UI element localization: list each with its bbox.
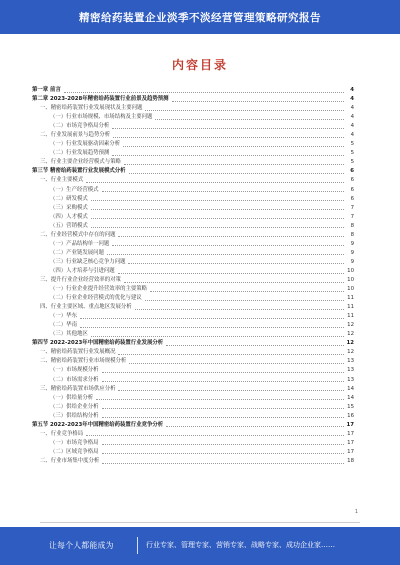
toc-page-number: 9	[350, 240, 354, 247]
toc-dot-leader	[91, 227, 344, 228]
toc-page-number: 9	[350, 249, 354, 256]
toc-dot-leader	[118, 236, 344, 237]
toc-entry[interactable]	[32, 267, 354, 276]
toc-entry[interactable]	[32, 167, 354, 176]
toc-dot-leader	[86, 182, 344, 183]
toc-page-number: 12	[346, 340, 354, 347]
toc-entry[interactable]	[32, 149, 354, 158]
toc-dot-leader	[113, 137, 344, 138]
toc-entry-text: （五）营销模式	[50, 222, 88, 229]
toc-entry[interactable]	[32, 104, 354, 113]
toc-dot-leader	[124, 164, 344, 165]
toc-entry-text: 二、行业经营模式中存在的问题	[40, 231, 116, 238]
footer-bar	[0, 527, 400, 565]
toc-entry-text: 三、精密给药装置市场供应分析	[40, 385, 116, 392]
toc-entry[interactable]	[32, 339, 354, 348]
toc-page-number: 13	[347, 376, 354, 383]
toc-entry[interactable]	[32, 357, 354, 366]
toc-entry[interactable]	[32, 176, 354, 185]
toc-dot-leader	[102, 408, 344, 409]
toc-dot-leader	[102, 463, 344, 464]
toc-entry[interactable]	[32, 186, 354, 195]
toc-entry-text: （一）华东	[50, 313, 77, 320]
toc-entry[interactable]	[32, 276, 354, 285]
toc-entry[interactable]	[32, 122, 354, 131]
toc-entry-text: 二、行业发展前景与趋势分析	[40, 132, 111, 139]
page-number: 1	[354, 509, 358, 515]
toc-entry-text: 二、行业市场集中度分析	[40, 457, 100, 464]
toc-dot-leader	[96, 399, 344, 400]
toc-page-number: 17	[347, 448, 354, 455]
toc-entry[interactable]	[32, 348, 354, 357]
toc-entry-text: （一）市场竞争格局	[50, 439, 99, 446]
toc-dot-leader	[102, 372, 344, 373]
toc-page-number: 4	[350, 114, 354, 121]
toc-entry-text: （二）市场竞争格局分析	[50, 123, 110, 130]
toc-entry-text: 二、精密给药装置行业市场规模分析	[40, 358, 127, 365]
toc-entry[interactable]	[32, 394, 354, 403]
toc-entry[interactable]	[32, 285, 354, 294]
toc-entry-text: 一、精密给药装置行业发展概况	[40, 349, 116, 356]
toc-entry-text: （三）其他地区	[50, 331, 88, 338]
toc-entry-text: （一）产品结构单一问题	[50, 240, 110, 247]
toc-page-number: 6	[350, 186, 354, 193]
toc-entry[interactable]	[32, 204, 354, 213]
toc-entry-text: （二）供给企业分析	[50, 403, 99, 410]
toc-page-number: 5	[350, 159, 354, 166]
toc-page-number: 18	[347, 457, 354, 464]
toc-entry[interactable]	[32, 249, 354, 258]
toc-entry-text: （四）人才模式	[50, 213, 88, 220]
toc-page-number: 4	[350, 105, 354, 112]
toc-dot-leader	[172, 101, 344, 102]
toc-entry-text: （二）行业企业经营模式的优化与建议	[50, 295, 142, 302]
toc-dot-leader	[135, 309, 344, 310]
toc-entry-text: （三）供给结构分析	[50, 412, 99, 419]
toc-entry[interactable]	[32, 457, 354, 466]
toc-dot-leader	[129, 363, 344, 364]
toc-entry-text: （一）生产经营模式	[50, 186, 99, 193]
toc-dot-leader	[112, 155, 344, 156]
toc-page-number: 6	[350, 168, 354, 175]
toc-page-number: 10	[347, 286, 354, 293]
header-bar	[0, 0, 400, 34]
toc-entry-text: 第二章 2023-2028年精密给药装置行业前景及趋势预测	[32, 96, 169, 103]
toc-dot-leader	[145, 110, 344, 111]
toc-entry-text: （一）供给量分析	[50, 394, 94, 401]
toc-dot-leader	[166, 345, 344, 346]
toc-dot-leader	[145, 300, 344, 301]
toc-page-number: 16	[347, 412, 354, 419]
toc-page-number: 5	[350, 141, 354, 148]
toc-dot-leader	[64, 92, 344, 93]
toc-entry-text: （三）行业缺乏核心竞争力问题	[50, 258, 126, 265]
toc-entry[interactable]	[32, 158, 354, 167]
toc-page-number: 10	[347, 267, 354, 274]
toc-entry-text: （二）区域竞争格局	[50, 448, 99, 455]
toc-dot-leader	[128, 263, 344, 264]
toc-page-number: 7	[350, 204, 354, 211]
toc-dot-leader	[118, 354, 344, 355]
toc-dot-leader	[91, 200, 344, 201]
toc-entry[interactable]	[32, 240, 354, 249]
toc-entry-text: 一、行业主要模式	[40, 177, 84, 184]
toc-entry-text: （二）产业链发展问题	[50, 249, 104, 256]
toc-dot-leader	[102, 444, 344, 445]
toc-page-number: 12	[347, 322, 354, 329]
toc-entry-text: （二）研发模式	[50, 195, 88, 202]
toc-entry[interactable]	[32, 421, 354, 430]
toc-entry[interactable]	[32, 430, 354, 439]
toc-page-number: 11	[347, 304, 354, 311]
toc-entry-text: 一、精密给药装置行业发展现状及主要问题	[40, 105, 143, 112]
toc-entry[interactable]	[32, 195, 354, 204]
toc-entry[interactable]	[32, 330, 354, 339]
toc-entry[interactable]	[32, 294, 354, 303]
toc-entry-text: （二）华南	[50, 322, 77, 329]
footer-tagline: 行业专家、管理专家、营销专家、战略专家、成功企业家……	[146, 541, 335, 549]
toc-page-number: 4	[350, 87, 354, 93]
toc-entry-text: （二）行业发展趋势预测	[50, 150, 110, 157]
report-title: 精密给药装置企业淡季不淡经营管理策略研究报告	[79, 12, 321, 24]
toc-entry-text: （三）采购模式	[50, 204, 88, 211]
toc-page-number: 8	[350, 231, 354, 238]
toc-entry-text: （一）行业企业提升经营效率的主要策略	[50, 286, 148, 293]
toc-entry-text: （一）行业发展驱动因素分析	[50, 141, 121, 148]
toc-entry[interactable]	[32, 222, 354, 231]
toc-dot-leader	[129, 173, 344, 174]
toc-entry[interactable]	[32, 439, 354, 448]
toc-entry[interactable]	[32, 403, 354, 412]
toc-entry[interactable]	[32, 86, 354, 95]
toc-page-number: 6	[350, 195, 354, 202]
toc-entry-text: 第四节 2022-2023年中国精密给药装置行业发展分析	[32, 340, 164, 347]
toc-entry[interactable]	[32, 258, 354, 267]
footer-slogan: 让每个人都能成为	[49, 541, 114, 550]
toc-page-number: 12	[347, 331, 354, 338]
toc-dot-leader	[102, 191, 344, 192]
toc-page-number: 5	[350, 150, 354, 157]
footer-separator	[137, 537, 138, 554]
toc-page-number: 14	[347, 394, 354, 401]
toc-page-number: 7	[350, 213, 354, 220]
toc-entry[interactable]	[32, 95, 354, 104]
toc-entry[interactable]	[32, 312, 354, 321]
toc-entry[interactable]	[32, 366, 354, 375]
toc-page-number: 13	[347, 367, 354, 374]
toc-dot-leader	[80, 327, 344, 328]
toc-dot-leader	[107, 254, 344, 255]
toc-dot-leader	[102, 381, 344, 382]
toc-entry[interactable]	[32, 385, 354, 394]
toc-entry-text: （四）人才培养与引进问题	[50, 267, 115, 274]
toc-dot-leader	[80, 318, 344, 319]
toc-dot-leader	[150, 291, 344, 292]
toc-entry-text: 四、行业主要区域、重点地区发展分析	[40, 304, 132, 311]
toc-page-number: 10	[347, 276, 354, 283]
toc-entry-text: 第一章 前言	[32, 87, 61, 93]
toc-page-number: 6	[350, 177, 354, 184]
toc-dot-leader	[118, 273, 344, 274]
toc-page-number: 17	[347, 430, 354, 437]
toc-entry[interactable]	[32, 213, 354, 222]
toc-page-number: 4	[350, 96, 354, 103]
toc-page-number: 14	[347, 385, 354, 392]
toc-dot-leader	[91, 218, 344, 219]
toc-entry[interactable]	[32, 140, 354, 149]
toc-title: 内容目录	[171, 58, 228, 72]
toc-page-number: 12	[347, 349, 354, 356]
toc-dot-leader	[118, 390, 344, 391]
toc-entry-text: 三、提升行业企业经营效率的对策	[40, 276, 121, 283]
toc-page-number: 13	[347, 358, 354, 365]
toc-page-number: 17	[346, 421, 354, 428]
toc-dot-leader	[123, 146, 344, 147]
toc-entry[interactable]	[32, 412, 354, 421]
footer-divider	[40, 522, 360, 523]
toc-entry[interactable]	[32, 131, 354, 140]
toc-page-number: 15	[347, 403, 354, 410]
toc-page-number: 11	[347, 295, 354, 302]
toc-entry-text: 三、行业主要企业经营模式与策略	[40, 159, 121, 166]
toc-dot-leader	[91, 336, 344, 337]
toc-dot-leader	[112, 245, 344, 246]
toc-page-number: 17	[347, 439, 354, 446]
toc-entry-text: 第五节 2022-2023年中国精密给药装置行业竞争分析	[32, 421, 164, 428]
toc-entry[interactable]	[32, 376, 354, 385]
toc-dot-leader	[124, 282, 344, 283]
toc-dot-leader	[91, 209, 344, 210]
toc-entry-text: （一）行业市场规模、市场结构及主要问题	[50, 114, 153, 121]
toc-entry[interactable]	[32, 321, 354, 330]
toc-entry[interactable]	[32, 231, 354, 240]
toc-entry[interactable]	[32, 303, 354, 312]
toc-dot-leader	[112, 128, 344, 129]
toc-page-number: 9	[350, 258, 354, 265]
toc-page-number: 4	[350, 123, 354, 130]
toc-entry-text: 第三节 精密给药装置行业发展模式分析	[32, 168, 126, 175]
toc-entry-text: （二）市场需求分析	[50, 376, 99, 383]
toc-page-number: 11	[347, 313, 354, 320]
toc-page-number: 4	[350, 132, 354, 139]
toc-entry[interactable]	[32, 448, 354, 457]
toc-dot-leader	[155, 119, 344, 120]
toc-entry-text: 一、行业竞争格局	[40, 430, 84, 437]
toc-dot-leader	[86, 435, 344, 436]
toc-dot-leader	[102, 453, 344, 454]
toc-dot-leader	[102, 417, 344, 418]
toc-entry[interactable]	[32, 113, 354, 122]
toc-entry-text: （一）市场规模分析	[50, 367, 99, 374]
table-of-contents	[32, 86, 354, 466]
toc-dot-leader	[166, 426, 344, 427]
toc-page-number: 8	[350, 222, 354, 229]
